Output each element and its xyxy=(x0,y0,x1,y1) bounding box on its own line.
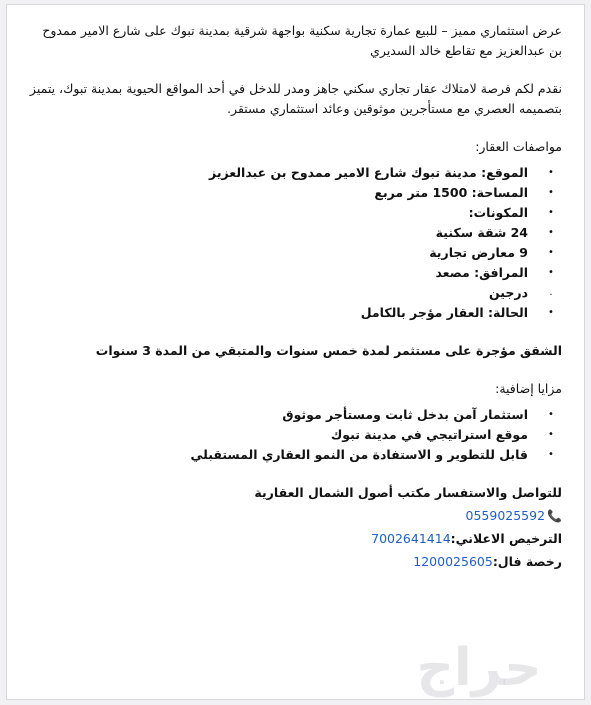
list-item xyxy=(29,263,562,283)
bullet-icon: • xyxy=(548,267,554,278)
list-item-text: 9 معارض تجارية xyxy=(429,245,528,260)
ad-license-number[interactable]: 7002641414 xyxy=(371,531,451,546)
list-item xyxy=(29,223,562,243)
ad-license-row xyxy=(29,529,562,549)
bullet-icon: • xyxy=(548,167,554,178)
list-item-text: الحالة: العقار مؤجر بالكامل xyxy=(360,305,528,320)
document-content xyxy=(29,21,562,575)
list-item xyxy=(29,445,562,465)
phone-icon: 📞 xyxy=(547,509,562,523)
bullet-icon: • xyxy=(548,207,554,218)
bullet-icon: • xyxy=(548,247,554,258)
advantages-heading: مزايا إضافية: xyxy=(495,381,562,396)
list-item-text: المكونات: xyxy=(468,205,528,220)
list-item-text: المرافق: مصعد xyxy=(435,265,528,280)
fal-row xyxy=(29,552,562,572)
intro-paragraph: عرض استثماري مميز – للبيع عمارة تجارية سكنية بواجهة شرقية بمدينة تبوك على شارع الامير ممدوح بن عبدالعزيز مع تقاطع خالد السديري xyxy=(42,23,562,58)
bullet-icon: • xyxy=(548,227,554,238)
bullet-icon: • xyxy=(548,187,554,198)
list-item xyxy=(29,183,562,203)
fal-license-number[interactable]: 1200025605 xyxy=(413,554,493,569)
list-item xyxy=(29,283,562,303)
list-item xyxy=(29,425,562,445)
contact-block xyxy=(29,483,562,572)
list-item xyxy=(29,303,562,323)
bullet-icon: • xyxy=(548,409,554,420)
description-paragraph: نقدم لكم فرصة لامتلاك عقار تجاري سكني جاهز ومدر للدخل في أحد المواقع الحيوية بمدينة تبوك، يتميز بتصميمه العصري مع مستأجرين موثوقين وعائد استثماري مستقر. xyxy=(29,81,562,116)
advantages-list xyxy=(29,405,562,465)
list-item-text: المساحة: 1500 متر مربع xyxy=(374,185,528,200)
bullet-icon: • xyxy=(548,307,554,318)
ad-license-label: الترخيص الاعلاني: xyxy=(450,531,562,546)
list-item-text: درجين xyxy=(489,285,528,300)
bullet-icon: . xyxy=(549,287,553,298)
list-item-text: استثمار آمن بدخل ثابت ومستأجر موثوق xyxy=(282,407,528,422)
list-item-text: الموقع: مدينة تبوك شارع الامير ممدوح بن عبدالعزيز xyxy=(209,165,528,180)
list-item-text: موقع استراتيجي في مدينة تبوك xyxy=(330,427,528,442)
lease-note: الشقق مؤجرة على مستثمر لمدة خمس سنوات والمتبقي من المدة 3 سنوات xyxy=(95,343,562,358)
bullet-icon: • xyxy=(548,449,554,460)
fal-license-label: رخصة فال: xyxy=(492,554,562,569)
document-page xyxy=(6,4,585,700)
specs-list xyxy=(29,163,562,323)
list-item xyxy=(29,243,562,263)
list-item-text: 24 شقة سكنية xyxy=(435,225,528,240)
bullet-icon: • xyxy=(548,429,554,440)
phone-row xyxy=(29,506,562,526)
phone-link[interactable]: 0559025592 xyxy=(465,508,546,523)
list-item xyxy=(29,405,562,425)
contact-heading: للتواصل والاستفسار مكتب أصول الشمال العقارية xyxy=(254,485,562,500)
haraj-watermark: حراج xyxy=(416,638,542,698)
specs-heading: مواصفات العقار: xyxy=(475,139,562,154)
list-item xyxy=(29,203,562,223)
list-item xyxy=(29,163,562,183)
list-item-text: قابل للتطوير و الاستفادة من النمو العقاري المستقبلي xyxy=(190,447,528,462)
